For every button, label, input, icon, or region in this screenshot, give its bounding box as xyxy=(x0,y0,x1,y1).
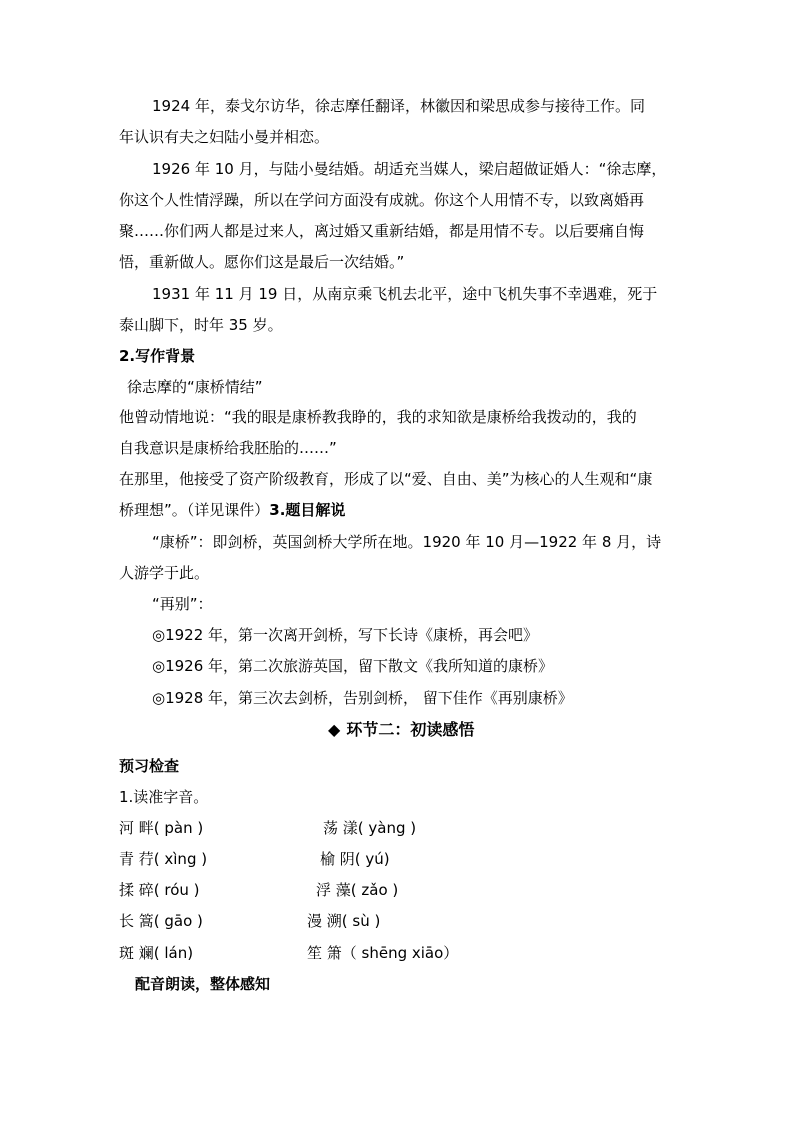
pronunciation-row-5-left: 斑 斓( lán) xyxy=(119,944,194,962)
section-2-heading xyxy=(328,720,474,740)
farewell-item-1926: ◎1926 年，第二次旅游英国，留下散文《我所知道的康桥》 xyxy=(152,657,554,675)
pronunciation-row-2-right: 榆 阴( yú) xyxy=(320,850,390,868)
bio-paragraph-2-line-1: 1926 年 10 月，与陆小曼结婚。胡适充当媒人，梁启超做证婚人：“徐志摩， xyxy=(152,160,667,178)
pronunciation-row-1-left: 河 畔( pàn ) xyxy=(119,819,204,837)
bio-paragraph-3-line-1: 1931 年 11 月 19 日，从南京乘飞机去北平，途中飞机失事不幸遇难，死于 xyxy=(152,285,658,303)
writing-background-line-1: 他曾动情地说：“我的眼是康桥教我睁的，我的求知欲是康桥给我拨动的，我的 xyxy=(119,408,637,426)
pronunciation-subheading: 1.读准字音。 xyxy=(119,788,209,806)
pronunciation-row-1-right: 荡 漾( yàng ) xyxy=(323,819,417,837)
pronunciation-row-2-left: 青 荇( xìng ) xyxy=(119,850,208,868)
dubbed-reading-label: 配音朗读，整体感知 xyxy=(135,975,271,993)
writing-background-line-4 xyxy=(119,500,345,520)
pronunciation-row-3-right: 浮 藻( zǎo ) xyxy=(316,881,399,899)
bio-paragraph-2-line-4: 悟，重新做人。愿你们这是最后一次结婚。” xyxy=(119,253,405,271)
farewell-item-1928: ◎1928 年，第三次去剑桥，告别剑桥， 留下佳作《再别康桥》 xyxy=(152,689,573,707)
pronunciation-row-5-right: 笙 箫（ shēng xiāo） xyxy=(307,944,459,962)
pronunciation-row-4-right: 漫 溯( sù ) xyxy=(307,912,381,930)
bio-paragraph-3-line-2: 泰山脚下，时年 35 岁。 xyxy=(119,316,283,334)
diamond-bullet-icon: ◆ xyxy=(328,720,341,739)
writing-background-line-2: 自我意识是康桥给我胚胎的……” xyxy=(119,439,337,457)
title-explain-heading: 3.题目解说 xyxy=(269,501,346,519)
farewell-item-1922: ◎1922 年，第一次离开剑桥，写下长诗《康桥，再会吧》 xyxy=(152,626,539,644)
title-explain-line-2: 人游学于此。 xyxy=(119,564,210,582)
writing-background-heading: 2.写作背景 xyxy=(119,347,196,365)
writing-background-subtitle: 徐志摩的“康桥情结” xyxy=(127,378,263,396)
section-2-title: 环节二：初读感悟 xyxy=(346,720,475,739)
pronunciation-row-3-left: 揉 碎( róu ) xyxy=(119,881,200,899)
bio-paragraph-1-line-1: 1924 年，泰戈尔访华，徐志摩任翻译，林徽因和梁思成参与接待工作。同 xyxy=(152,97,645,115)
writing-background-line-3: 在那里，他接受了资产阶级教育，形成了以“爱、自由、美”为核心的人生观和“康 xyxy=(119,470,653,488)
writing-background-line-4-text: 桥理想”。（详见课件） xyxy=(119,501,270,519)
bio-paragraph-2-line-2: 你这个人性情浮躁，所以在学问方面没有成就。你这个人用情不专，以致离婚再 xyxy=(119,191,645,209)
pronunciation-row-4-left: 长 篙( gāo ) xyxy=(119,912,203,930)
title-explain-line-1: “康桥”：即剑桥，英国剑桥大学所在地。1920 年 10 月—1922 年 8 月，诗 xyxy=(152,533,662,551)
bio-paragraph-2-line-3: 聚……你们两人都是过来人，离过婚又重新结婚，都是用情不专。以后要痛自悔 xyxy=(119,222,645,240)
farewell-label: “再别”： xyxy=(152,595,213,613)
bio-paragraph-1-line-2: 年认识有夫之妇陆小曼并相恋。 xyxy=(119,128,330,146)
preview-check-heading: 预习检查 xyxy=(119,757,180,775)
